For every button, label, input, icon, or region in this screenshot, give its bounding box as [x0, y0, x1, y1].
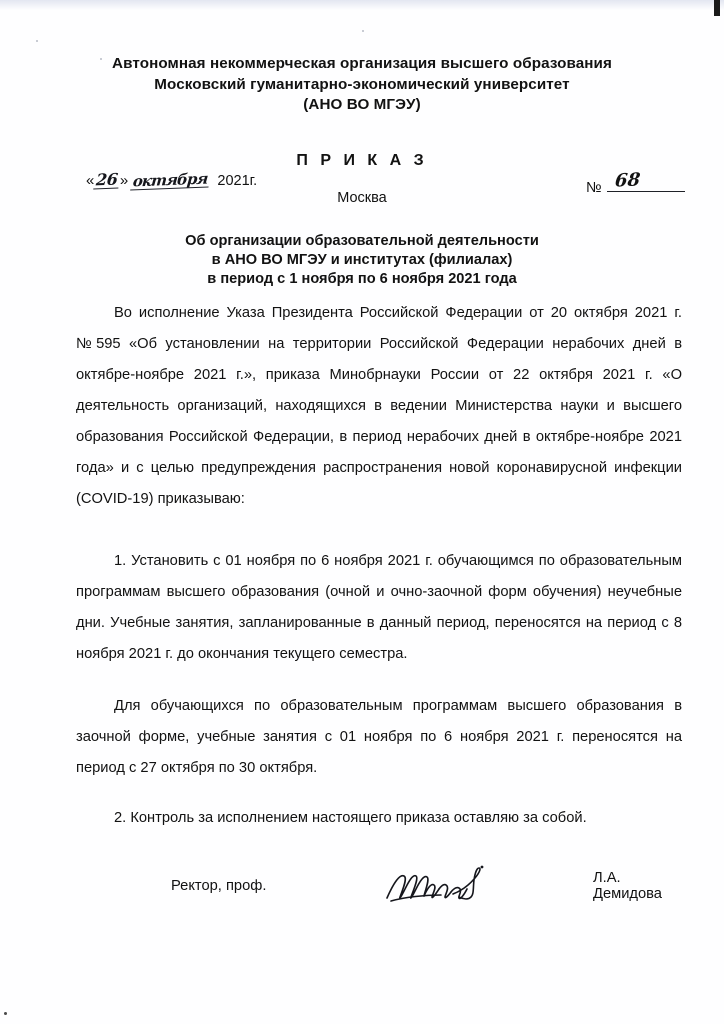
body-intro-paragraph: [76, 298, 682, 515]
date-open-quote: «: [86, 172, 95, 189]
date-year: 2021г.: [217, 173, 258, 189]
signature-block: [76, 864, 682, 908]
scan-speck: [4, 1012, 7, 1015]
scan-speck: [362, 30, 364, 32]
city-label: Москва: [337, 190, 387, 206]
subject-line-3: в период с 1 ноября по 6 ноября 2021 года: [207, 271, 517, 287]
body-item-one-paragraph: [76, 546, 682, 670]
subject-line-1: Об организации образовательной деятельности: [185, 233, 539, 249]
scan-edge-tint: [0, 0, 724, 10]
item-two-text: 2. Контроль за исполнением настоящего приказа оставляю за собой.: [114, 810, 587, 826]
scan-speck: [36, 40, 38, 42]
signatory-title: Ректор, проф.: [171, 878, 267, 894]
item-one-text: 1. Установить с 01 ноября по 6 ноября 2021 г. обучающимся по образовательным программам высшего образования (очной и очно-заочной форм обучения) неучебные дни. Учебные занятия, запланированные в данный период, переносятся на период с 8 ноября 2021 г. до окончания текущего семестра.: [76, 553, 682, 662]
order-heading: П Р И К А З: [296, 152, 428, 169]
body-item-two-paragraph: [76, 805, 682, 831]
number-underline: [607, 169, 685, 192]
number-label: №: [586, 180, 602, 196]
handwritten-signature-icon: [381, 864, 561, 908]
date-close-quote: »: [119, 172, 129, 189]
number-value-handwritten: 68: [613, 169, 641, 192]
subject-title: [62, 232, 662, 289]
body-item-one-b-paragraph: [76, 691, 682, 784]
organization-header: [62, 54, 662, 116]
scan-artifact-mark: [714, 0, 720, 16]
intro-text: Во исполнение Указа Президента Российской Федерации от 20 октября 2021 г. №595 «Об установлении на территории Российской Федерации нерабочих дней в октябре-ноябре 2021 г.», приказа Минобрнауки России от 22 октября 2021 г. «О деятельность организаций, находящихся в ведении Министерства науки и высшего образования Российской Федерации, в период нерабочих дней в октябре-ноябре 2021 года» и с целью предупреждения распространения новой коронавирусной инфекции (COVID-19) приказываю:: [76, 305, 682, 507]
order-date-line: [86, 169, 258, 191]
organization-line-1: Автономная некоммерческая организация высшего образования: [112, 55, 612, 72]
organization-line-3: (АНО ВО МГЭУ): [303, 96, 421, 113]
organization-line-2: Московский гуманитарно-экономический университет: [154, 75, 570, 93]
date-month-handwritten: октября: [130, 172, 210, 191]
item-one-b-text: Для обучающихся по образовательным программам высшего образования в заочной форме, учебные занятия с 01 ноября по 6 ноября 2021 г. переносятся на период с 27 октября по 30 октября.: [76, 698, 682, 776]
signatory-name: Л.А. Демидова: [593, 870, 662, 902]
subject-line-2: в АНО ВО МГЭУ и институтах (филиалах): [211, 252, 513, 268]
order-number-line: [586, 169, 685, 196]
date-day-handwritten: 26: [94, 172, 121, 190]
